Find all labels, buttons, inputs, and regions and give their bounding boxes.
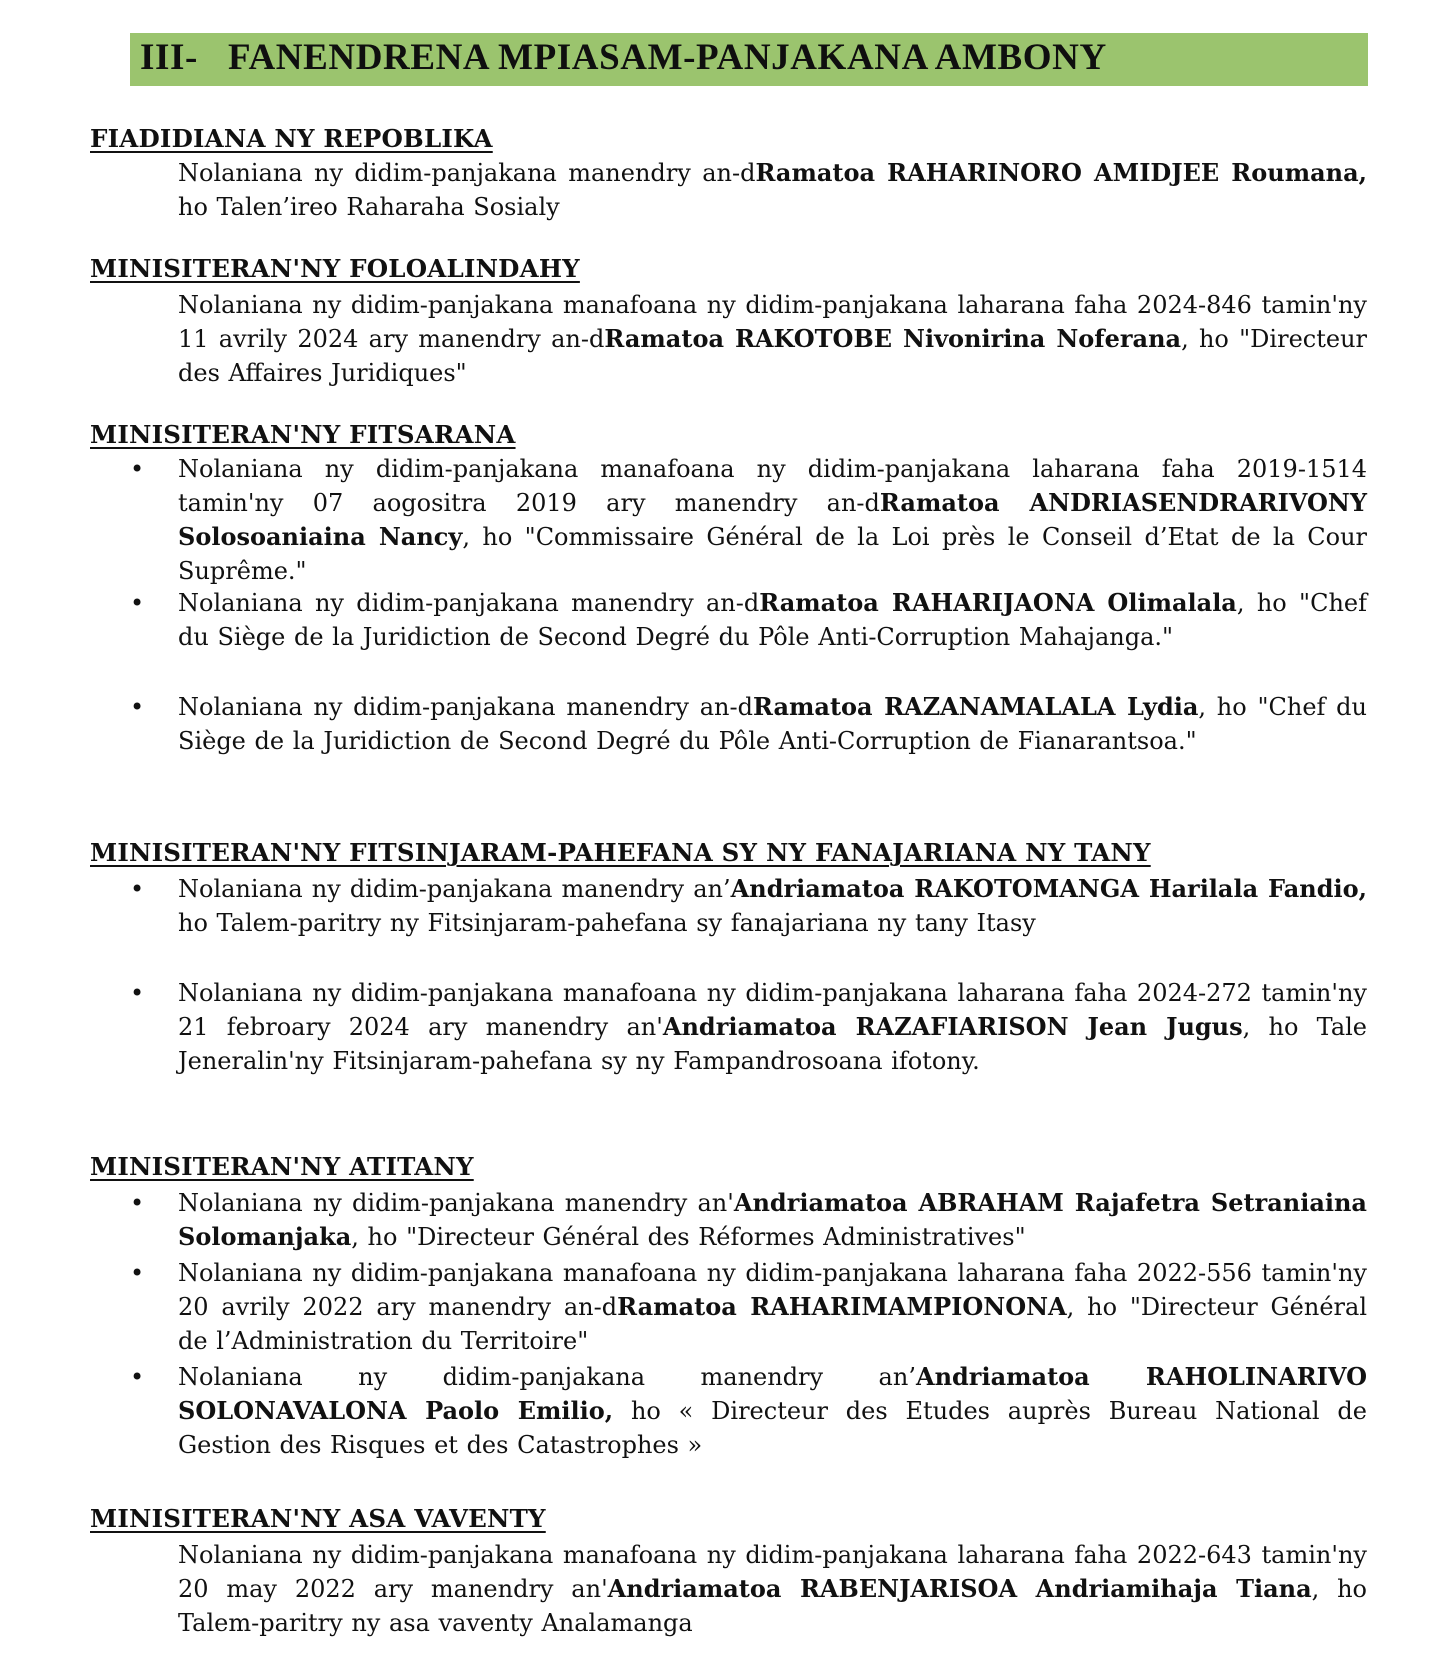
decree-paragraph xyxy=(178,1360,1367,1462)
section-heading-justice: MINISITERAN'NY FITSARANA xyxy=(90,420,516,449)
decree-text: Nolaniana ny didim-panjakana manendry an-d xyxy=(178,589,760,617)
decree-text: Nolaniana ny didim-panjakana manendry an' xyxy=(178,1189,734,1217)
decree-position: , ho "Chef du Siège de la Juridiction de Second Degré du Pôle Anti-Corruption de Fianarantsoa." xyxy=(178,693,1367,755)
bullet-icon: • xyxy=(130,589,145,617)
appointee-name: Andriamatoa RAKOTOMANGA Harilala Fandio, xyxy=(730,874,1368,903)
decree-text: Nolaniana ny didim-panjakana manendry an-d xyxy=(178,159,756,187)
banner-title xyxy=(140,36,1107,79)
decree-paragraph xyxy=(178,586,1367,654)
appointee-name: Ramatoa RAHARINORO AMIDJEE Roumana, xyxy=(755,158,1367,187)
decree-text: Nolaniana ny didim-panjakana manendry an’ xyxy=(178,875,731,903)
section-heading-decentralization: MINISITERAN'NY FITSINJARAM-PAHEFANA SY NY FANAJARIANA NY TANY xyxy=(90,838,1151,867)
bullet-icon: • xyxy=(130,1189,145,1217)
decree-position: , ho "Directeur Général de l’Administration du Territoire" xyxy=(178,1293,1367,1355)
decree-position: , ho Talem-paritry ny asa vaventy Analamanga xyxy=(178,1575,1367,1637)
appointee-name: Ramatoa RAHARIMAMPIONONA xyxy=(617,1292,1067,1321)
decree-text: Nolaniana ny didim-panjakana manendry an’ xyxy=(178,1363,916,1391)
decree-paragraph xyxy=(178,452,1367,588)
decree-position: ho Talen’ireo Raharaha Sosialy xyxy=(178,193,560,221)
decree-text: Nolaniana ny didim-panjakana manendry an-d xyxy=(178,693,753,721)
appointee-name: Ramatoa RAHARIJAONA Olimalala xyxy=(759,588,1237,617)
banner-heading: FANENDRENA MPIASAM-PANJAKANA AMBONY xyxy=(228,37,1107,78)
decree-paragraph xyxy=(178,976,1367,1078)
decree-paragraph xyxy=(178,288,1367,390)
bullet-icon: • xyxy=(130,455,145,483)
section-heading-foreign-affairs: MINISITERAN'NY FOLOALINDAHY xyxy=(90,254,580,283)
decree-paragraph xyxy=(178,1538,1367,1640)
banner-number: III- xyxy=(140,37,198,78)
decree-position: ho Talem-paritry ny Fitsinjaram-pahefana sy fanajariana ny tany Itasy xyxy=(178,909,1036,937)
decree-position: , ho "Commissaire Général de la Loi près le Conseil d’Etat de la Cour Suprême." xyxy=(178,523,1367,585)
appointee-name: Ramatoa RAZANAMALALA Lydia xyxy=(752,692,1199,721)
appointee-name: Ramatoa RAKOTOBE Nivonirina Noferana xyxy=(604,324,1182,353)
decree-position: ho « Directeur des Etudes auprès Bureau National de Gestion des Risques et des Catastrophes » xyxy=(178,1397,1367,1459)
section-heading-presidency: FIADIDIANA NY REPOBLIKA xyxy=(90,124,493,153)
bullet-icon: • xyxy=(130,875,145,903)
decree-text: Nolaniana ny didim-panjakana manafoana ny didim-panjakana laharana faha 2022-556 tamin'ny 20 avrily 2022 ary manendry an-d xyxy=(178,1259,1367,1321)
bullet-icon: • xyxy=(130,1363,145,1391)
decree-text: Nolaniana ny didim-panjakana manafoana ny didim-panjakana laharana faha 2019-1514 tamin'ny 07 aogositra 2019 ary manendry an-d xyxy=(178,455,1367,517)
decree-text: Nolaniana ny didim-panjakana manafoana ny didim-panjakana laharana faha 2024-272 tamin'ny 21 febroary 2024 ary manendry an' xyxy=(178,979,1367,1041)
bullet-icon: • xyxy=(130,979,145,1007)
decree-paragraph xyxy=(178,1186,1367,1254)
decree-text: Nolaniana ny didim-panjakana manafoana ny didim-panjakana laharana faha 2024-846 tamin'ny 11 avrily 2024 ary manendry an-d xyxy=(178,291,1367,353)
appointee-name: Andriamatoa RABENJARISOA Andriamihaja Tiana xyxy=(607,1574,1312,1603)
decree-position: , ho "Directeur des Affaires Juridiques" xyxy=(178,325,1367,387)
decree-paragraph xyxy=(178,872,1367,940)
bullet-icon: • xyxy=(130,693,145,721)
appointee-name: Andriamatoa ABRAHAM Rajafetra Setraniaina Solomanjaka xyxy=(178,1188,1367,1251)
section-banner xyxy=(130,33,1368,86)
decree-paragraph xyxy=(178,1256,1367,1358)
decree-paragraph xyxy=(178,690,1367,758)
appointee-name: Andriamatoa RAHOLINARIVO SOLONAVALONA Paolo Emilio, xyxy=(178,1362,1367,1425)
bullet-icon: • xyxy=(130,1259,145,1287)
decree-paragraph xyxy=(178,156,1367,224)
decree-position: , ho "Chef du Siège de la Juridiction de Second Degré du Pôle Anti-Corruption Mahajanga." xyxy=(178,589,1367,651)
decree-position: , ho "Directeur Général des Réformes Administratives" xyxy=(351,1223,1026,1251)
decree-text: Nolaniana ny didim-panjakana manafoana ny didim-panjakana laharana faha 2022-643 tamin'ny 20 may 2022 ary manendry an' xyxy=(178,1541,1367,1603)
section-heading-interior: MINISITERAN'NY ATITANY xyxy=(90,1152,474,1181)
appointee-name: Ramatoa ANDRIASENDRARIVONY Solosoaniaina Nancy xyxy=(178,488,1367,551)
appointee-name: Andriamatoa RAZAFIARISON Jean Jugus xyxy=(662,1012,1243,1041)
decree-position: , ho Tale Jeneralin'ny Fitsinjaram-pahefana sy ny Fampandrosoana ifotony. xyxy=(178,1013,1367,1075)
section-heading-public-works: MINISITERAN'NY ASA VAVENTY xyxy=(90,1504,546,1533)
